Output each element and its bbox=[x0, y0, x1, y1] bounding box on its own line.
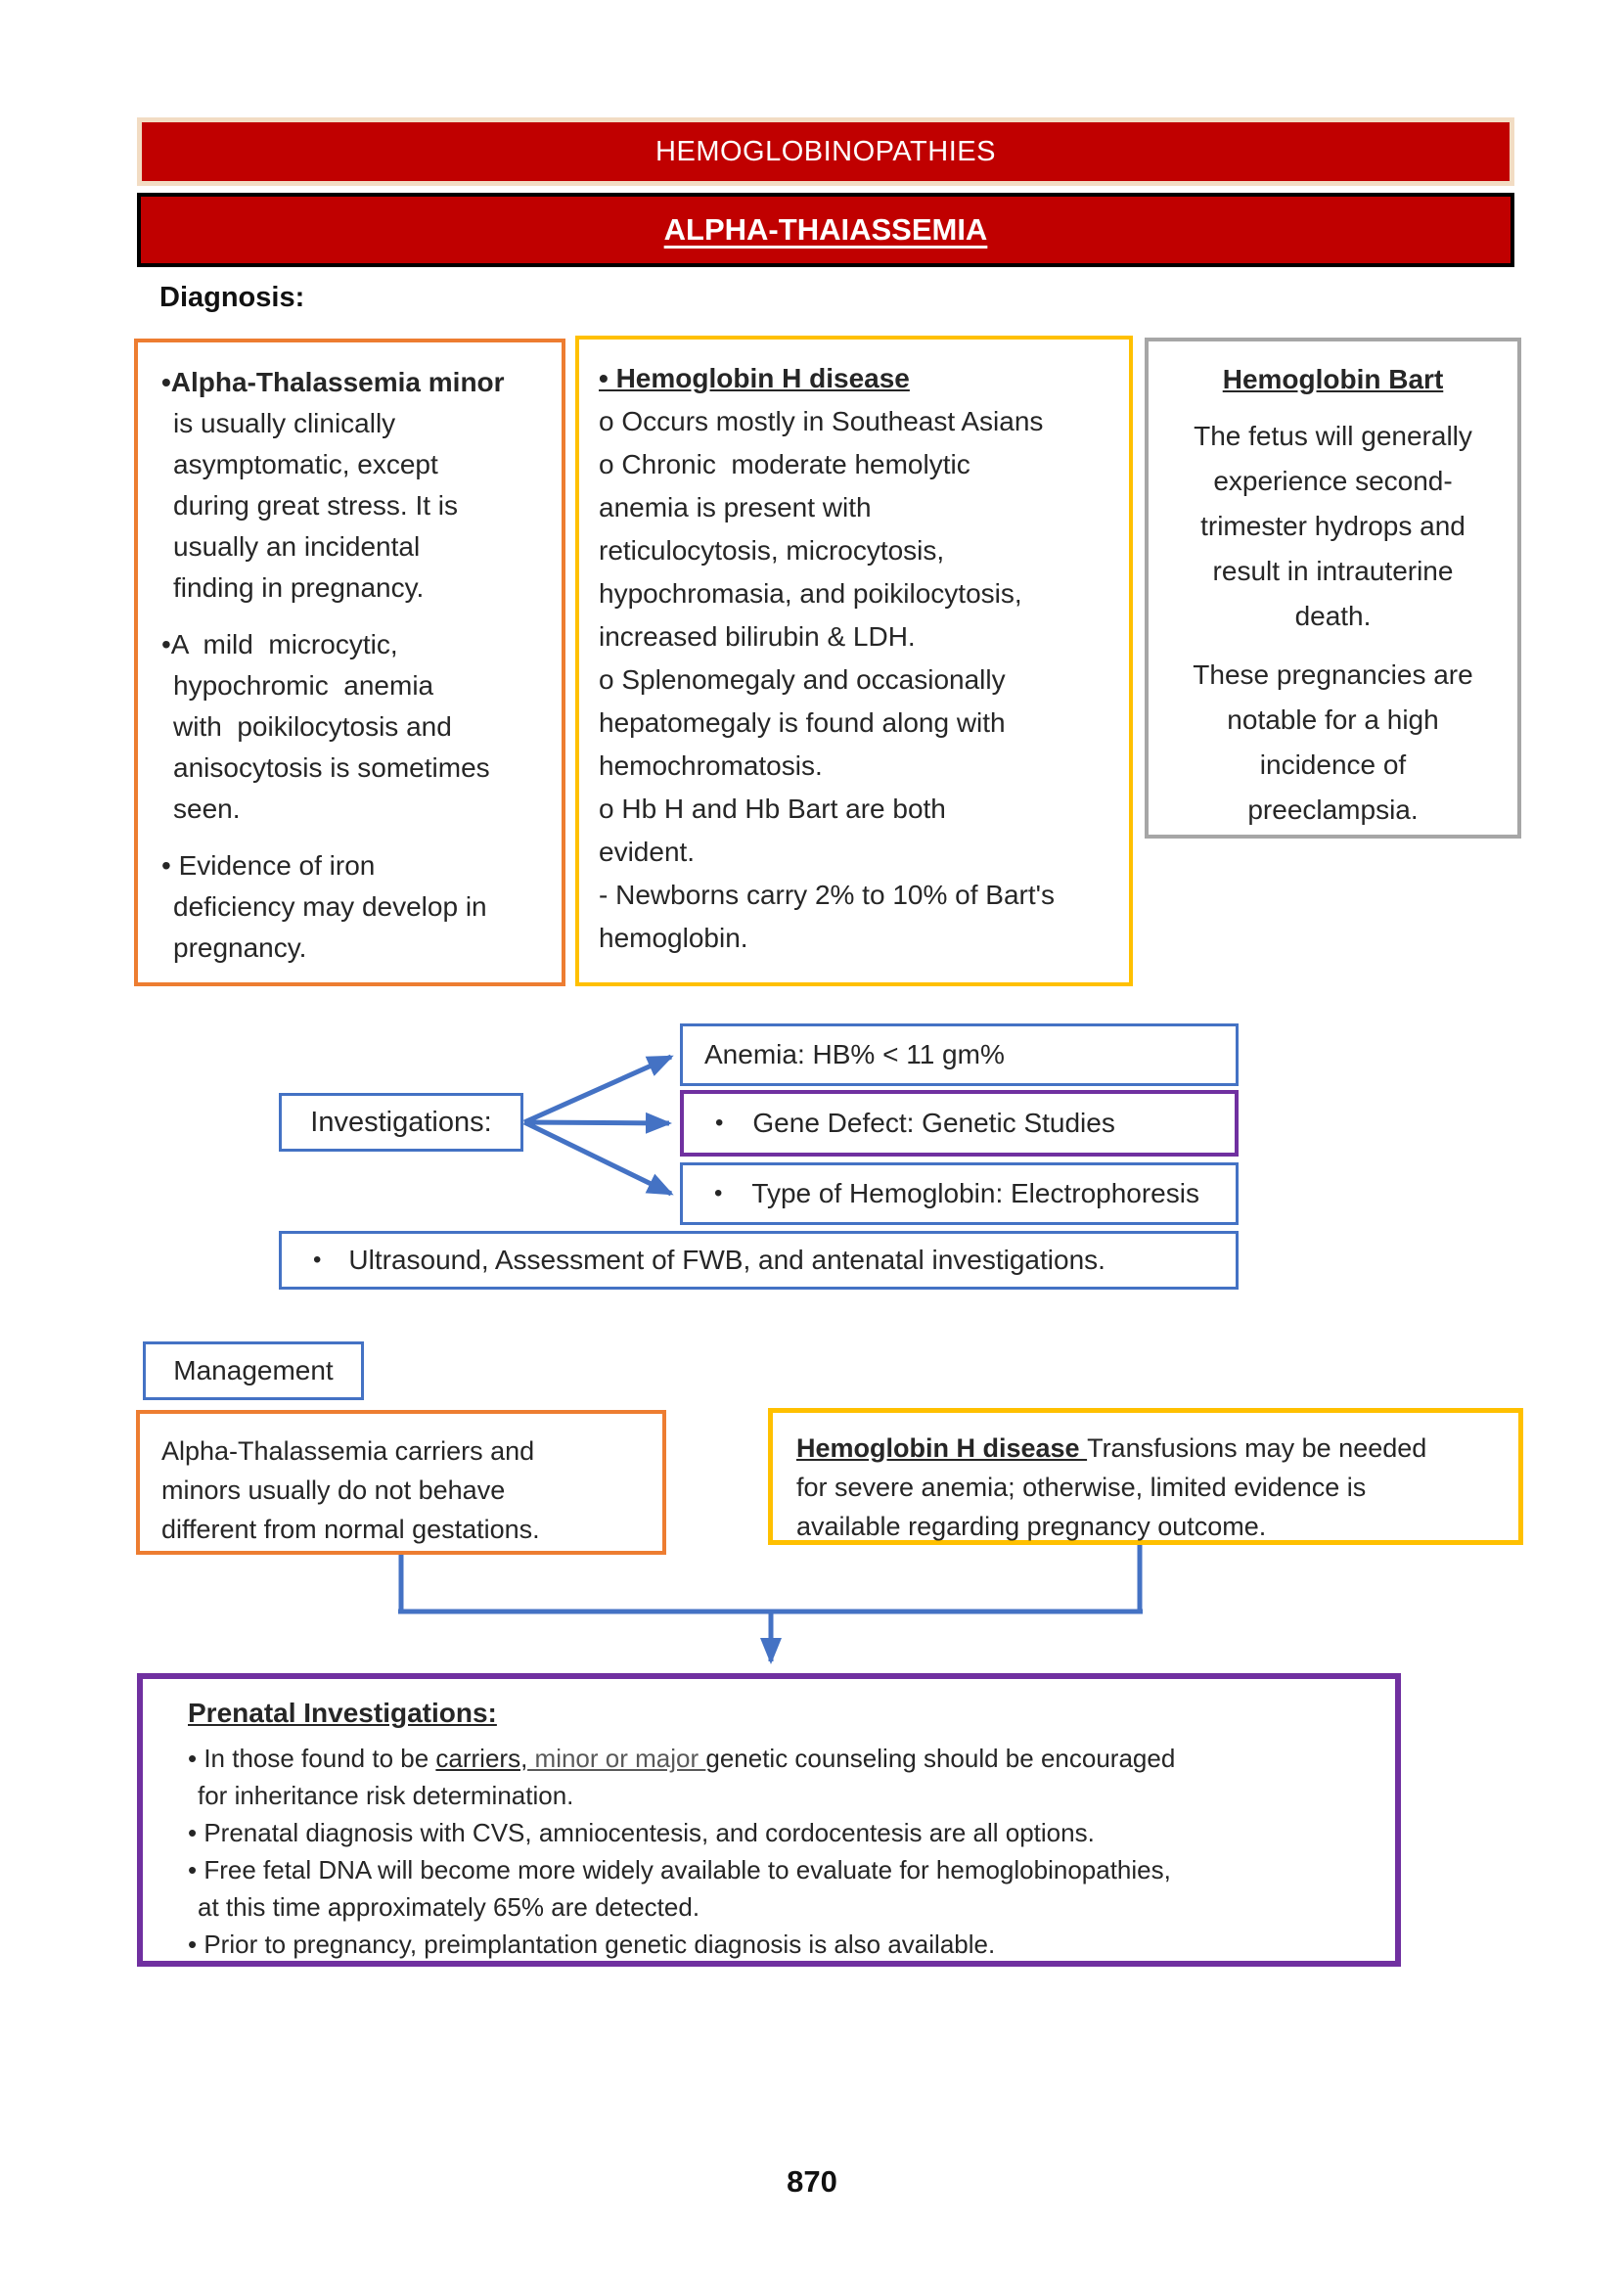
hemoglobin-bart-title: Hemoglobin Bart bbox=[1222, 364, 1444, 394]
hbh-management-box bbox=[768, 1408, 1523, 1545]
anemia-text: Anemia: HB% < 11 gm% bbox=[704, 1039, 1005, 1069]
bullet-icon: • bbox=[313, 1247, 322, 1273]
ultrasound-text: Ultrasound, Assessment of FWB, and antenatal investigations. bbox=[348, 1245, 1105, 1275]
hemoglobin-type-box bbox=[680, 1162, 1239, 1225]
carriers-management-text: Alpha-Thalassemia carriers and minors usually do not behave different from normal gestations. bbox=[161, 1436, 540, 1544]
prenatal-investigations-text: • In those found to be carriers, minor or major genetic counseling should be encouraged for inheritance risk determination. • Prenatal diagnosis with CVS, amniocentesis, and cordocentesis are all options. • Free fetal DNA will become more widely available to evaluate for hemoglobinopathies, at this time approximately 65% are detected. • Prior to pregnancy, preimplantation genetic diagnosis is also available. bbox=[188, 1744, 1176, 1959]
management-connector bbox=[398, 1545, 1143, 1661]
page-number: 870 bbox=[787, 2164, 837, 2199]
bullet-icon: • bbox=[714, 1180, 723, 1206]
minor-paragraph-3: • Evidence of iron deficiency may develop in pregnancy. bbox=[161, 850, 487, 963]
anemia-box bbox=[680, 1023, 1239, 1086]
gene-defect-text: Gene Defect: Genetic Studies bbox=[752, 1108, 1115, 1138]
management-label: Management bbox=[173, 1355, 334, 1385]
bart-paragraph-1: The fetus will generally experience second- trimester hydrops and result in intrauterine death. bbox=[1194, 421, 1472, 631]
investigations-label: Investigations: bbox=[310, 1106, 492, 1138]
bullet-icon: • bbox=[715, 1110, 724, 1136]
diagnosis-heading: Diagnosis: bbox=[159, 282, 305, 313]
alpha-thalassemia-banner bbox=[137, 193, 1514, 267]
hemoglobinopathies-banner bbox=[137, 117, 1514, 186]
investigations-label-box bbox=[279, 1093, 523, 1152]
investigations-arrows bbox=[524, 1057, 671, 1194]
bart-paragraph-2: These pregnancies are notable for a high incidence of preeclampsia. bbox=[1193, 659, 1473, 825]
hbh-management-text: Hemoglobin H disease Transfusions may be needed for severe anemia; otherwise, limited evidence is available regarding pregnancy outcome. bbox=[796, 1433, 1427, 1541]
minor-paragraph-1: •Alpha-Thalassemia minor is usually clinically asymptomatic, except during great stress. It is usually an incidental finding in pregnancy. bbox=[161, 367, 505, 603]
alpha-thalassemia-title: ALPHA-THAIASSEMIA bbox=[663, 212, 988, 247]
carriers-management-box bbox=[136, 1410, 666, 1555]
alpha-thalassemia-minor-box bbox=[134, 339, 565, 986]
ultrasound-box bbox=[279, 1231, 1239, 1290]
minor-paragraph-2: •A mild microcytic, hypochromic anemia with poikilocytosis and anisocytosis is sometimes seen. bbox=[161, 629, 490, 824]
hemoglobin-h-disease-text: • Hemoglobin H disease o Occurs mostly in Southeast Asians o Chronic moderate hemolytic anemia is present with reticulocytosis, microcytosis, hypochromasia, and poikilocytosis, increased bilirubin & LDH. o Splenomegaly and occasionally hepatomegaly is found along with hemochromatosis. o Hb H and Hb Bart are both evident. - Newborns carry 2% to 10% of Bart's hemoglobin. bbox=[599, 363, 1055, 953]
management-label-box bbox=[143, 1341, 364, 1400]
hemoglobin-h-disease-box bbox=[575, 336, 1133, 986]
hemoglobin-bart-box bbox=[1145, 338, 1521, 839]
prenatal-investigations-box bbox=[137, 1673, 1401, 1967]
hemoglobinopathies-title: HEMOGLOBINOPATHIES bbox=[655, 135, 996, 167]
prenatal-investigations-title: Prenatal Investigations: bbox=[188, 1698, 497, 1728]
hemoglobin-type-text: Type of Hemoglobin: Electrophoresis bbox=[751, 1178, 1199, 1208]
gene-defect-box bbox=[680, 1090, 1239, 1157]
